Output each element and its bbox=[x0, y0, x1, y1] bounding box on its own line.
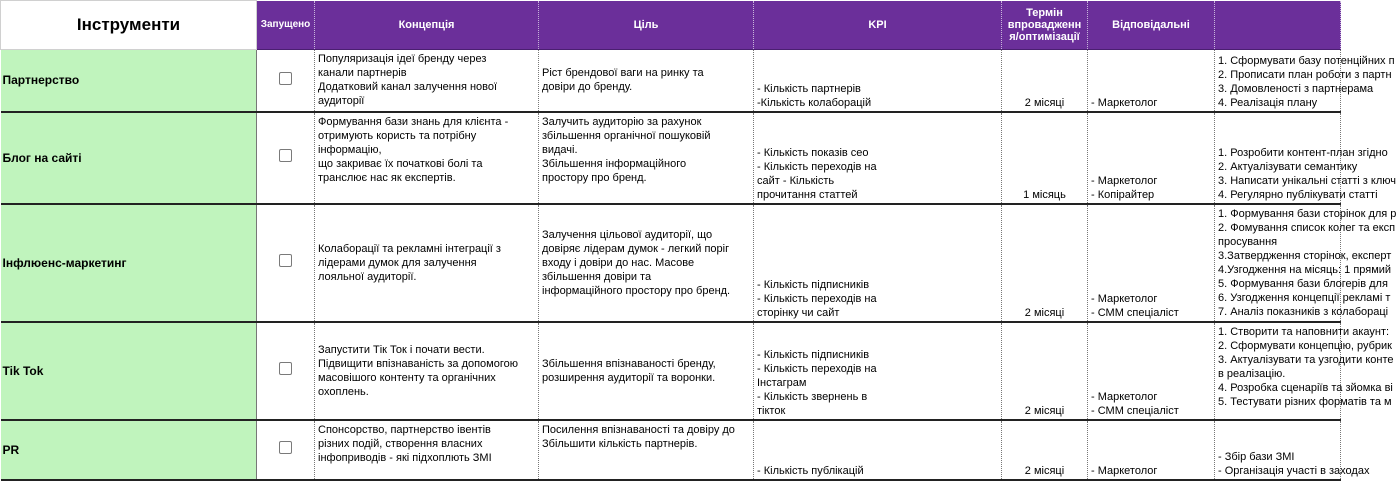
launched-cell[interactable] bbox=[257, 420, 315, 480]
responsible-cell-line: - СММ спеціаліст bbox=[1091, 306, 1179, 319]
kpi-cell[interactable] bbox=[754, 322, 1002, 420]
goal-cell-line: інформаційного простору про бренд. bbox=[542, 284, 731, 297]
goal-cell-line: Збільшення інформаційного bbox=[542, 157, 687, 170]
concept-cell[interactable] bbox=[315, 420, 539, 480]
goal-cell-content bbox=[539, 113, 753, 187]
concept-cell[interactable] bbox=[315, 50, 539, 112]
header-term-line: впровадженн bbox=[1007, 18, 1082, 31]
plan-cell-line: 2. Фомування список колег та експ bbox=[1218, 221, 1396, 234]
header-tools[interactable]: Інструменти bbox=[1, 1, 257, 50]
plan-cell-line: 4. Реалізація плану bbox=[1218, 96, 1318, 109]
plan-cell-line: 4. Розробка сценаріїв та зйомка ві bbox=[1218, 381, 1393, 394]
responsible-cell-line: - Маркетолог bbox=[1091, 464, 1158, 477]
kpi-cell[interactable] bbox=[754, 112, 1002, 204]
concept-cell-line: Запустити Тік Ток і почати вести. bbox=[318, 343, 485, 356]
responsible-cell-content bbox=[1088, 388, 1214, 419]
plan-cell-line: 3. Домовленості з партнерама bbox=[1218, 82, 1374, 95]
concept-cell-line: лідерами думок для залучення bbox=[318, 256, 477, 269]
term-cell[interactable] bbox=[1002, 112, 1088, 204]
launched-checkbox[interactable] bbox=[279, 254, 292, 267]
responsible-cell-content bbox=[1088, 172, 1214, 203]
plan-cell-content bbox=[1215, 448, 1370, 479]
goal-cell-content bbox=[539, 64, 753, 96]
plan-cell-content bbox=[1215, 52, 1395, 111]
plan-cell-line: 1. Сформувати базу потенційних п bbox=[1218, 54, 1395, 67]
plan-cell-line: 6. Узгодження концепції рекламі т bbox=[1218, 291, 1391, 304]
kpi-cell-line: прочитання статтей bbox=[757, 188, 858, 201]
concept-cell-line: отримують користь та потрібну bbox=[318, 129, 477, 142]
term-value: 2 місяці bbox=[1024, 306, 1065, 319]
responsible-cell-content bbox=[1088, 290, 1214, 321]
goal-cell-line: Збільшити кількість партнерів. bbox=[542, 437, 698, 450]
launched-cell[interactable] bbox=[257, 204, 315, 322]
responsible-cell-content bbox=[1088, 94, 1214, 111]
goal-cell[interactable] bbox=[539, 204, 754, 322]
plan-cell[interactable] bbox=[1215, 420, 1370, 480]
kpi-cell-line: - Кількість публікацій bbox=[757, 464, 864, 477]
concept-cell-line: Колаборації та рекламні інтеграції з bbox=[318, 242, 501, 255]
kpi-cell-line: - Кількість звернень в bbox=[757, 390, 868, 403]
concept-cell[interactable] bbox=[315, 322, 539, 420]
plan-cell-line: 3.Затвердження сторінок, експерт bbox=[1218, 249, 1392, 262]
tool-row bbox=[1, 204, 1341, 322]
kpi-cell[interactable] bbox=[754, 420, 1002, 480]
plan-cell-line: 4.Узгодження на місяць: 1 прямий bbox=[1218, 263, 1392, 276]
concept-cell-content bbox=[315, 421, 538, 467]
concept-cell-content bbox=[315, 341, 538, 401]
tool-name-cell[interactable]: Tik Tok bbox=[1, 322, 257, 420]
goal-cell-line: простору про бренд. bbox=[542, 171, 647, 184]
kpi-cell-content bbox=[754, 462, 1001, 479]
plan-cell-content bbox=[1215, 144, 1396, 203]
term-value: 2 місяці bbox=[1024, 96, 1065, 109]
responsible-cell-line: - Маркетолог bbox=[1091, 292, 1158, 305]
goal-cell-line: Залучення цільової аудиторії, що bbox=[542, 228, 713, 241]
plan-cell-line: 2. Сформувати концепцію, рубрик bbox=[1218, 339, 1392, 352]
goal-cell-line: розширення аудиторії та воронки. bbox=[542, 371, 716, 384]
concept-cell-line: що закриває їх початкові болі та bbox=[318, 157, 483, 170]
kpi-cell-content bbox=[754, 80, 1001, 111]
plan-cell-line: - Збір бази ЗМІ bbox=[1218, 450, 1295, 463]
tool-name-cell[interactable]: Інфлюенс-маркетинг bbox=[1, 204, 257, 322]
concept-cell-content bbox=[315, 240, 538, 286]
kpi-cell-line: - Кількість партнерів bbox=[757, 82, 861, 95]
term-cell[interactable] bbox=[1002, 322, 1088, 420]
header-goal[interactable]: Ціль bbox=[539, 1, 754, 50]
goal-cell[interactable] bbox=[539, 420, 754, 480]
plan-cell-line: 4. Регулярно публікувати статті bbox=[1218, 188, 1378, 201]
plan-cell-line: 1. Формування бази сторінок для р bbox=[1218, 207, 1396, 220]
goal-cell-line: входу і довіри до нас. Масове bbox=[542, 256, 695, 269]
goal-cell[interactable] bbox=[539, 322, 754, 420]
header-concept[interactable]: Концепція bbox=[315, 1, 539, 50]
plan-cell-line: 2. Прописати план роботи з партн bbox=[1218, 68, 1392, 81]
term-value: 2 місяці bbox=[1024, 404, 1065, 417]
term-cell[interactable] bbox=[1002, 420, 1088, 480]
term-value: 1 місяць bbox=[1023, 188, 1066, 201]
kpi-cell-content bbox=[754, 276, 1001, 321]
plan-cell-line: в реалізацію. bbox=[1218, 367, 1286, 380]
goal-cell-line: Залучить аудиторію за рахунок bbox=[542, 115, 702, 128]
goal-cell-content bbox=[539, 355, 753, 387]
term-cell[interactable] bbox=[1002, 204, 1088, 322]
header-term[interactable] bbox=[1002, 1, 1088, 50]
plan-cell-line: 1. Розробити контент-план згідно bbox=[1218, 146, 1388, 159]
launched-cell[interactable] bbox=[257, 112, 315, 204]
kpi-cell[interactable] bbox=[754, 50, 1002, 112]
concept-cell-line: масовішого контенту та органічних bbox=[318, 371, 496, 384]
plan-cell-line: 3. Актуалізувати та узгодити конте bbox=[1218, 353, 1394, 366]
concept-cell-line: різних подій, створення власних bbox=[318, 437, 483, 450]
plan-cell[interactable] bbox=[1215, 50, 1395, 112]
kpi-cell-line: - Кількість переходів на bbox=[757, 362, 877, 375]
plan-cell-line: 5. Формування бази блогерів для bbox=[1218, 277, 1388, 290]
responsible-cell[interactable] bbox=[1088, 420, 1215, 480]
header-responsible[interactable]: Відповідальні bbox=[1088, 1, 1215, 50]
concept-cell-line: транслює нас як експертів. bbox=[318, 171, 456, 184]
concept-cell-line: Формування бази знань для клієнта - bbox=[318, 115, 509, 128]
launched-cell[interactable] bbox=[257, 322, 315, 420]
concept-cell-line: канали партнерів bbox=[318, 67, 407, 79]
tool-name-cell[interactable]: Партнерство bbox=[1, 50, 257, 112]
goal-cell-line: збільшення довіри та bbox=[542, 270, 652, 283]
header-term-line: я/оптимізації bbox=[1009, 30, 1080, 43]
tool-row bbox=[1, 322, 1341, 420]
concept-cell-line: інфоприводів - які підхоплють ЗМІ bbox=[318, 451, 492, 464]
responsible-cell[interactable] bbox=[1088, 112, 1215, 204]
concept-cell[interactable] bbox=[315, 112, 539, 204]
plan-cell-line: 1. Створити та наповнити акаунт: bbox=[1218, 325, 1390, 338]
goal-cell-line: збільшення органічної пошуковій bbox=[542, 129, 711, 142]
responsible-cell-line: - СММ спеціаліст bbox=[1091, 404, 1179, 417]
kpi-cell-line: Інстаграм bbox=[757, 376, 807, 389]
header-launched[interactable]: Запущено bbox=[257, 1, 315, 50]
responsible-cell-line: - Маркетолог bbox=[1091, 96, 1158, 109]
concept-cell-content bbox=[315, 50, 538, 110]
plan-cell-content bbox=[1215, 205, 1396, 320]
kpi-cell-line: - Кількість підписників bbox=[757, 278, 870, 291]
term-cell[interactable] bbox=[1002, 50, 1088, 112]
responsible-cell-line: - Маркетолог bbox=[1091, 174, 1158, 187]
kpi-cell[interactable] bbox=[754, 204, 1002, 322]
responsible-cell[interactable] bbox=[1088, 50, 1215, 112]
launched-checkbox[interactable] bbox=[279, 72, 292, 85]
plan-cell[interactable] bbox=[1215, 322, 1394, 420]
goal-cell-content bbox=[539, 226, 753, 300]
header-term-line: Термін bbox=[1026, 6, 1063, 19]
plan-cell[interactable] bbox=[1215, 112, 1396, 204]
responsible-cell-line: - Копірайтер bbox=[1091, 188, 1155, 201]
goal-cell-line: довіри до бренду. bbox=[542, 81, 633, 94]
kpi-cell-content bbox=[754, 346, 1001, 419]
concept-cell-line: Додатковий канал залучення нової bbox=[318, 81, 498, 93]
tool-row bbox=[1, 420, 1341, 480]
kpi-cell-line: - Кількість підписників bbox=[757, 348, 870, 361]
launched-cell[interactable] bbox=[257, 50, 315, 112]
plan-cell-line: 3. Написати унікальні статті з ключ bbox=[1218, 174, 1396, 187]
plan-cell-line: 7. Аналіз показників з колабораці bbox=[1218, 305, 1389, 318]
kpi-cell-line: - Кількість переходів на bbox=[757, 160, 877, 173]
kpi-cell-line: сторінку чи сайт bbox=[757, 306, 840, 319]
launched-checkbox[interactable] bbox=[279, 149, 292, 162]
tool-name-cell[interactable]: Блог на сайті bbox=[1, 112, 257, 204]
responsible-cell-content bbox=[1088, 462, 1214, 479]
concept-cell-content bbox=[315, 113, 538, 187]
tool-row bbox=[1, 112, 1341, 204]
concept-cell-line: інформацію, bbox=[318, 143, 382, 156]
goal-cell-line: Ріст брендової ваги на ринку та bbox=[542, 67, 704, 80]
goal-cell-line: Збільшення впізнаваності бренду, bbox=[542, 357, 716, 370]
plan-cell[interactable] bbox=[1215, 204, 1396, 322]
tool-row bbox=[1, 50, 1341, 112]
responsible-cell[interactable] bbox=[1088, 204, 1215, 322]
concept-cell-line: Підвищити впізнаваність за допомогою bbox=[318, 357, 518, 370]
concept-cell-line: охоплень. bbox=[318, 385, 369, 398]
goal-cell[interactable] bbox=[539, 50, 754, 112]
plan-cell-line: просування bbox=[1218, 235, 1278, 248]
concept-cell-line: Популяризація ідеї бренду через bbox=[318, 53, 487, 65]
kpi-cell-line: -Кількість колаборацій bbox=[757, 96, 872, 109]
plan-cell-line: 5. Тестувати різних форматів та м bbox=[1218, 395, 1392, 408]
concept-cell-line: Спонсорство, партнерство івентів bbox=[318, 423, 491, 436]
concept-cell[interactable] bbox=[315, 204, 539, 322]
kpi-cell-line: сайт - Кількість bbox=[757, 174, 835, 187]
header-row bbox=[1, 1, 1341, 50]
concept-cell-line: аудиторії bbox=[318, 95, 365, 107]
goal-cell-content bbox=[539, 421, 753, 453]
goal-cell-line: довіряє лідерам думок - легкий поріг bbox=[542, 242, 730, 255]
header-kpi[interactable]: KPI bbox=[754, 1, 1002, 50]
goal-cell-line: Посилення впізнаваності та довіру до bbox=[542, 423, 735, 436]
plan-cell-line: 2. Актуалізувати семантику bbox=[1218, 160, 1358, 173]
kpi-cell-line: тікток bbox=[757, 404, 786, 417]
responsible-cell-line: - Маркетолог bbox=[1091, 390, 1158, 403]
term-value: 2 місяці bbox=[1024, 464, 1065, 477]
launched-checkbox[interactable] bbox=[279, 362, 292, 375]
kpi-cell-line: - Кількість переходів на bbox=[757, 292, 877, 305]
launched-checkbox[interactable] bbox=[279, 441, 292, 454]
concept-cell-line: лояльної аудиторії. bbox=[318, 270, 417, 283]
kpi-cell-line: - Кількість показів сео bbox=[757, 146, 869, 159]
goal-cell[interactable] bbox=[539, 112, 754, 204]
plan-cell-line: - Організація участі в заходах bbox=[1218, 464, 1370, 477]
kpi-cell-content bbox=[754, 144, 1001, 203]
header-plan[interactable] bbox=[1215, 1, 1341, 50]
tool-name-cell[interactable]: PR bbox=[1, 420, 257, 480]
plan-cell-content bbox=[1215, 323, 1394, 410]
responsible-cell[interactable] bbox=[1088, 322, 1215, 420]
goal-cell-line: видачі. bbox=[542, 143, 578, 156]
